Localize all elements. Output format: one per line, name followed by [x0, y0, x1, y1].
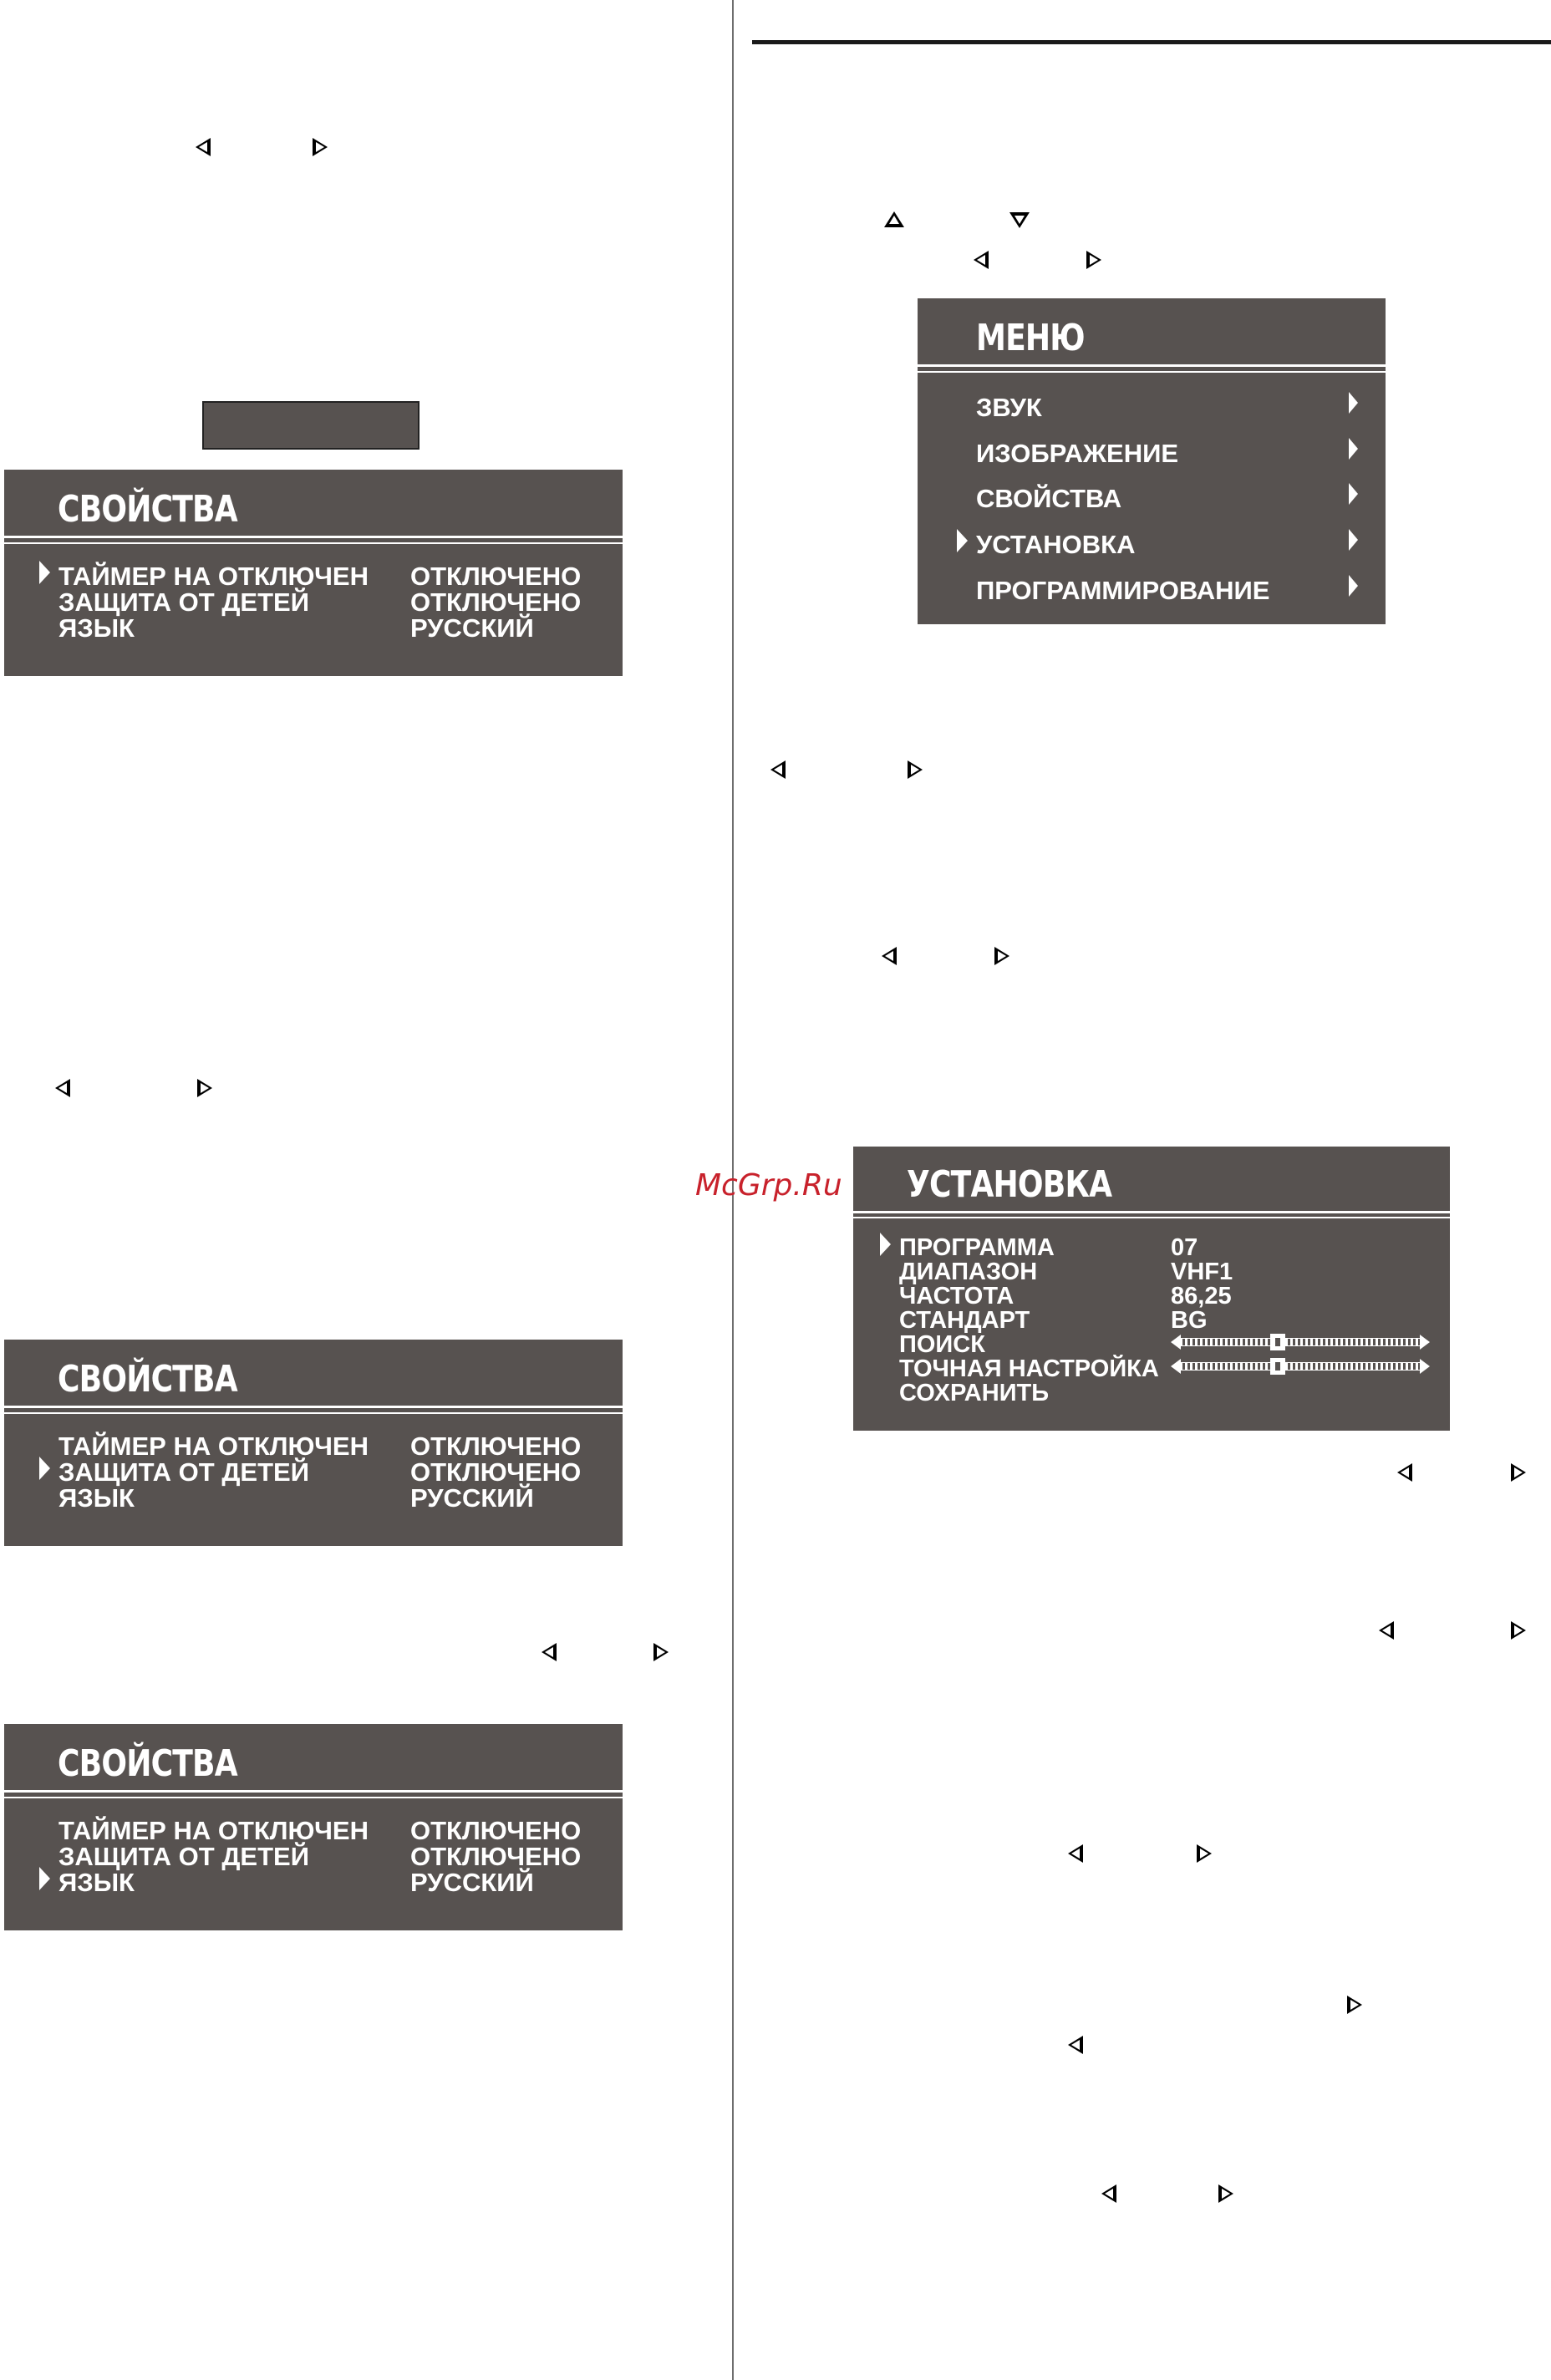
selection-cursor-icon [39, 1867, 50, 1890]
down-triangle-icon [1009, 212, 1030, 228]
watermark-text: McGrp.Ru [695, 1168, 842, 1203]
fine-tune-slider [1171, 1357, 1430, 1376]
left-triangle-icon [1379, 1621, 1394, 1640]
right-triangle-icon [1347, 1996, 1362, 2014]
left-triangle-icon [1101, 2184, 1116, 2203]
menu-item-language: ЯЗЫК [58, 1868, 135, 1897]
submenu-arrow-icon [1349, 529, 1358, 551]
menu-value-child-lock: ОТКЛЮЧЕНО [410, 1842, 582, 1871]
right-triangle-icon [1218, 2184, 1233, 2203]
setup-value-frequency: 86,25 [1171, 1283, 1232, 1310]
right-triangle-icon [908, 760, 923, 779]
menu-value-timer: ОТКЛЮЧЕНО [410, 1816, 582, 1845]
setup-value-program: 07 [1171, 1234, 1198, 1261]
properties-menu-screen-1 [4, 470, 623, 676]
menu-item-picture: ИЗОБРАЖЕНИЕ [976, 439, 1179, 468]
left-triangle-icon [55, 1079, 70, 1097]
menu-value-language: РУССКИЙ [410, 1868, 534, 1897]
left-triangle-icon [196, 138, 211, 156]
osd-title: СВОЙСТВА [58, 1358, 237, 1401]
osd-title: УСТАНОВКА [907, 1163, 1112, 1206]
right-triangle-icon [197, 1079, 212, 1097]
left-triangle-icon [1068, 2036, 1083, 2054]
menu-item-child-lock: ЗАЩИТА ОТ ДЕТЕЙ [58, 587, 309, 617]
menu-item-language: ЯЗЫК [58, 613, 135, 643]
right-triangle-icon [1511, 1463, 1526, 1482]
osd-title: СВОЙСТВА [58, 1742, 237, 1785]
menu-item-timer: ТАЙМЕР НА ОТКЛЮЧЕН [58, 1432, 369, 1461]
right-triangle-icon [653, 1643, 669, 1661]
plus-end-icon [1420, 1335, 1430, 1350]
right-triangle-icon [1511, 1621, 1526, 1640]
menu-value-timer: ОТКЛЮЧЕНО [410, 562, 582, 591]
selection-cursor-icon [39, 561, 50, 584]
selection-cursor-icon [39, 1457, 50, 1480]
setup-value-band: VHF1 [1171, 1259, 1233, 1285]
menu-item-child-lock: ЗАЩИТА ОТ ДЕТЕЙ [58, 1842, 309, 1871]
submenu-arrow-icon [1349, 575, 1358, 597]
properties-menu-screen-2 [4, 1340, 623, 1546]
osd-title: СВОЙСТВА [58, 488, 237, 531]
submenu-arrow-icon [1349, 483, 1358, 505]
selection-cursor-icon [880, 1233, 891, 1256]
right-triangle-icon [994, 947, 1009, 965]
left-triangle-icon [770, 760, 786, 779]
slider-knob [1270, 1358, 1285, 1375]
menu-item-setup: УСТАНОВКА [976, 530, 1136, 559]
setup-menu-screen [853, 1147, 1450, 1431]
menu-value-language: РУССКИЙ [410, 1483, 534, 1513]
setup-item-fine-tune: ТОЧНАЯ НАСТРОЙКА [899, 1355, 1159, 1382]
setup-item-frequency: ЧАСТОТА [899, 1283, 1015, 1310]
menu-item-programming: ПРОГРАММИРОВАНИЕ [976, 576, 1270, 605]
menu-value-language: РУССКИЙ [410, 613, 534, 643]
setup-item-search: ПОИСК [899, 1331, 985, 1358]
setup-value-standard: BG [1171, 1307, 1208, 1334]
up-triangle-icon [884, 211, 904, 227]
search-slider [1171, 1333, 1430, 1351]
menu-value-timer: ОТКЛЮЧЕНО [410, 1432, 582, 1461]
left-triangle-icon [882, 947, 897, 965]
right-triangle-icon [1086, 251, 1101, 269]
plus-end-icon [1420, 1359, 1430, 1374]
menu-item-sound: ЗВУК [976, 393, 1042, 422]
properties-menu-screen-3 [4, 1724, 623, 1930]
selection-cursor-icon [957, 529, 968, 552]
menu-item-language: ЯЗЫК [58, 1483, 135, 1513]
left-triangle-icon [1068, 1844, 1083, 1863]
submenu-arrow-icon [1349, 438, 1358, 460]
setup-item-standard: СТАНДАРТ [899, 1307, 1030, 1334]
main-menu-screen [918, 298, 1386, 624]
submenu-arrow-icon [1349, 392, 1358, 414]
menu-item-timer: ТАЙМЕР НА ОТКЛЮЧЕН [58, 1816, 369, 1845]
section-rule [752, 40, 1551, 44]
setup-item-save: СОХРАНИТЬ [899, 1380, 1050, 1406]
left-triangle-icon [1397, 1463, 1412, 1482]
setup-item-program: ПРОГРАММА [899, 1234, 1055, 1261]
slider-knob [1270, 1334, 1285, 1350]
setup-item-band: ДИАПАЗОН [899, 1259, 1038, 1285]
left-triangle-icon [974, 251, 989, 269]
osd-title: МЕНЮ [976, 317, 1085, 359]
menu-item-timer: ТАЙМЕР НА ОТКЛЮЧЕН [58, 562, 369, 591]
right-triangle-icon [313, 138, 328, 156]
menu-value-child-lock: ОТКЛЮЧЕНО [410, 587, 582, 617]
menu-item-child-lock: ЗАЩИТА ОТ ДЕТЕЙ [58, 1457, 309, 1487]
left-triangle-icon [542, 1643, 557, 1661]
menu-value-child-lock: ОТКЛЮЧЕНО [410, 1457, 582, 1487]
highlighted-button-graphic [202, 401, 420, 450]
menu-item-properties: СВОЙСТВА [976, 484, 1122, 513]
right-triangle-icon [1197, 1844, 1212, 1863]
